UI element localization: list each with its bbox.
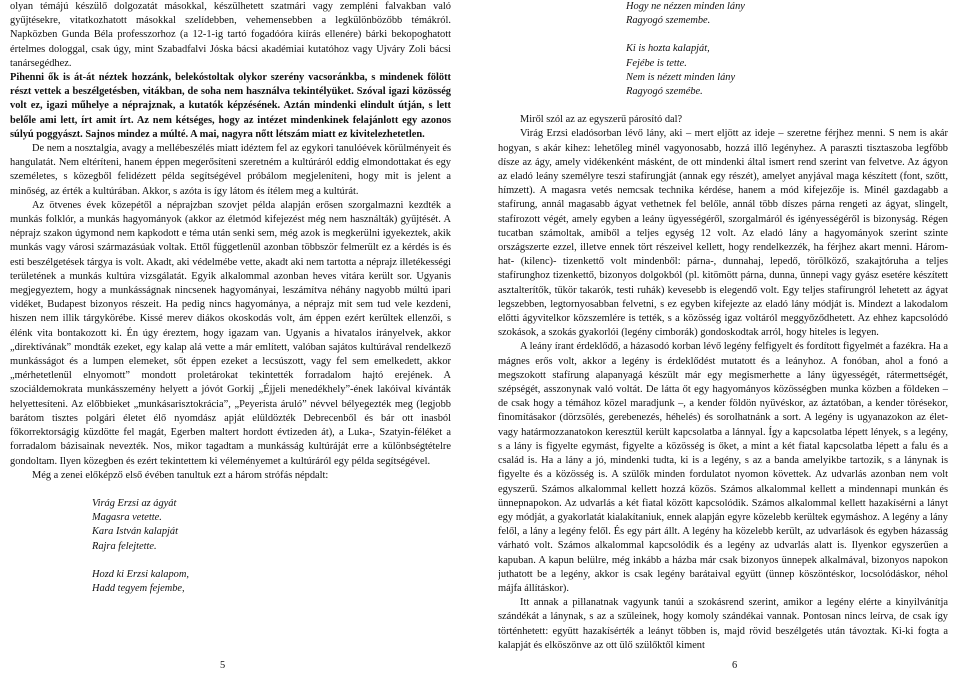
verse-line: Nem is nézett minden lány — [626, 71, 736, 83]
paragraph: A leány írant érdeklődő, a házasodó korban lévő legény felfigyelt és fordított figyelmét a fazékra. Ha a mágnes erős volt, akkor a legény is érdeklődést mutatott és a leányhoz. A fonóban, ahol a fonó a megszokott stafírung alapanyagá készült már egy megismerhette a lány ügyességét, rátermettségét, szépségét, asszonynak való voltát. De látta őt egy hagyományos közösségben munka közben a földeken – de csak hogy a témához közel maradjunk –, a kender földön nyüvéskor, az áztatóban, a kender törésekor, finomításakor (dörzsölés, gerebenezés, héhelés) és sorolhatnánk a sort. A legény is ugyanazokon az élet- vagy határmozzanatokon keresztül került kapcsolatba a lánnyal. Így a kapcsolatba lépett lények, s a legény, s a lány is figyelte egymást, figyelte a közösség is őket, a mint a két fiatal kapcsolatba lépett a falu és a család is. Ha a lány a jó, mindenki tudta, ki is a legény, s az a banda amelyikbe tartozik, s a lánynak is figyelte és a közösség is. A szülők minden fordulatot nyomon követtek. Az udvarlás azonban nem volt egyszerű. Számos alkalommal kellett hozzá közös. Számos alkalommal kellett a mindennapi munkán és ünnepnapokon. Az udvarlás a két fiatal között kapcsolódik. Számos alkalommal kellett hazakísérni a lányt egy módját, a gyakorlatát kialakítaniuk, ennek alapján egyre közelebb kerültek egymáshoz. A legény a lány felől, a lány a legény felől. És egy párt állt. A legény ha közelebb került, az udvarlások és egyben házasság várható volt. Számos alkalommal kapcsolódik és a legény az udvarlás alatt is. Ilyenkor egyszerűen a kapuban. A kapun belülre, még inkább a házba már csak bizonyos ünnepek alkalmával, bizonyos napokon juthatott be a legény, akkor is csak legény barátaival együtt (ünnep köszöntéskor, locsolódáskor, néhol májfa állításkor). — [498, 341, 948, 594]
verse-line: Ragyogó szemembe. — [626, 15, 711, 27]
spacer — [10, 554, 451, 568]
folk-song-stanza-1 — [92, 497, 451, 554]
paragraph: Az ötvenes évek közepétől a néprajzban szovjet példa alapján erősen szorgalmazni kezdték a munkás folklór, a munkás hagyományok (akkor az életmód kifejezést még nem használták) gyűjtését. A néprajz szakon úgymond nem kapkodott e téma után senki sem, még azok is megkerülni igyekeztek, akik munkás vagy városi származásúak voltak. Ettől függetlenül azonban többször felmerült ez a kérdés is és esti beszélgetések tárgya is volt. Akadt, aki védelmébe vette, akadt aki nem tartotta a néprajz illetékességi területének a munkás kultúra vizsgálatát. Egyik alkalommal azonban heves vitára került sor. Ugyanis megjegyeztem, hogy a munkásságnak nincsenek hagyományai, leszámítva néhány nagyobb múltú ipari vidéket, Budapest bizonyos részeit. Ha pedig nincs hagyománya, a néprajz mit sem tud vele kezdeni, hiszen nem illik tárgykörébe. Kissé merev diákos okoskodás volt, ám éppen ezért kerültek ellenzői, s élénk vita bontakozott ki. Én úgy éreztem, hogy igazam van. Ugyanis a hivatalos irányelvek, akkor „direktívának” mondták ezeket, egy kalap alá vette a már említett, valóban sajátos kultúrával rendelkező munkásságot és a lumpen elemeket, sőt éppen ezeket a lecsúszott, vagy fel sem emelkedett, akkor „mérhetetlenül elnyomott” mondott proletárokat tekintették forradalom hajtó erejének. A szociáldemokrata munkásszemény helyett a jóvót Gorkij „Éjjeli menedékhely”-ének lakóival kívánták helyettesíteni. Az előbbieket „munkásarisztokrácia”, „Peyerista áruló” névvel bélyegezték meg (legjobb barátom tisztes polgári életet élő nyomdász apját elüldözték Debrecenből és bár ott inasból főkorrektorságig küzdötte fel magát, Egerben maltert hordott évtizeden át), a Luka-, Szatyin-féléket a forradalom bázisainak nevezték. Nos, mikor tagadtam a munkásság kultúráját erre a különbségtételre gondoltam. Ilyen közegben és ezért tekintettem ki véleményemet a kultúráról egy példa segítségével. — [10, 199, 451, 467]
paragraph: olyan témájú készülő dolgozatát másokkal, készülhetett szatmári vagy zempléni falvakban való gyűjtésekre, vitatkozhatott másokkal szelídebben, vehemensebben a legkülönbözőbb témákról. Napközben Gunda Béla professzorhoz (a 12-1-ig tartó fogadóóra kiírás ellenére) bárki bekopoghatott értelmes dologgal, csak úgy, mint Szabadfalvi Jóska bácsi akadémiai kutatóhoz vagy Ujváry Zoli bácsi tanársegédhez. — [10, 1, 451, 69]
paragraph: Virág Erzsi eladósorban lévő lány, aki – mert eljött az ideje – szeretne férjhez menni. S nem is akár hogyan, s akár kihez: lehetőleg minél vagyonosabb, hozzá illő legényhez. A paraszti tisztaszoba legfőbb dísze az ágy, amely vidékenként másként, de ott mindenki által ismert rend szerint van felvetve. Az ágyon az eladó leány személyre teszi stafírungját (annak egy részét), amelyet anyjával maga készített (font, szőtt, hímzett). A magasra vetés nemcsak technika kérdése, hanem a mód kifejezője is. Minél gazdagabb a stafírung, annál magasabb ágyat vethetnek fel belőle, annál több díszes párna rengeti az ágyat, slingelt, stafírozott végét, amely egyben a leány ügyességéről, szorgalmáról és igényességéről is bizonyság. Régen tucatban számoltak, amiből a teljes egység 12 volt. Az eladó lány a hagyományok szerint szinte országszerte ezzel, illetve ennek tört részeivel kellett, hogy rendelkezzék, ha férjhez akart menni. Három-hat- (kilenc)- tizenkettő volt mindenből: párna-, dunnahaj, lepedő, törölköző, szakajtóruha a teljes stafírunghoz tizenkettő, bizonyos dolgokból (pl. kitömött párna, dunna, ünnepi vagy gyász esetére készített asztalterítők, tükör takarók, testi ruhák) kevesebb is elegendő volt. Egy teljes stafírungról lehetett az ágyat legszebben, legtornyosabban felvetni, s ez egyben kifejezte az eladó lány módját is. Mindezt a lakodalom előtti ágyvitelkor közszemlére is tették, s a közösség igaz voltáról meggyőződhetett. Az ehhez kapcsolódó szokások, a szokás gyakorlói (legény cimborák) gondoskodtak arról, hogy hiteles is legyen. — [498, 128, 948, 339]
spacer — [498, 99, 948, 113]
right-text-column — [498, 0, 948, 662]
verse-line: Hadd tegyem fejembe, — [92, 582, 185, 594]
paragraph: Pihenni ők is át-át néztek hozzánk, belekóstoltak olykor szerény vacsoránkba, s mindenek fölött részt vettek a beszélgetésben, vitákban, de soha nem használva tekintélyüket. Szóval igazi közösség volt ez, igazi műhelye a néprajznak, a kutatók képzésének. Aztán mindenki elindult útján, s lett belőle ami lett, írt amit írt. Az nem kétséges, hogy az intézet mindenkinek felajánlott egy azonos súlyú poggyászt. Sajnos mindez a múlté. A mai, nagyra nőtt létszám miatt ez kivitelezhetetlen. — [10, 72, 451, 140]
paragraph: Még a zenei előképző első évében tanultuk ezt a három strófás népdalt: — [32, 469, 329, 481]
spacer — [498, 28, 948, 42]
right-page — [480, 0, 960, 675]
verse-line: Hogy ne nézzen minden lány — [626, 1, 745, 12]
folk-song-stanza-3 — [626, 42, 948, 99]
paragraph: Miről szól az az egyszerű párosító dal? — [520, 114, 683, 126]
folk-song-stanza-2 — [92, 568, 451, 596]
verse-line: Fejébe is tette. — [626, 57, 687, 69]
folk-song-stanza-2-end — [626, 0, 948, 28]
paragraph: De nem a nosztalgia, avagy a mellébeszélés miatt idéztem fel az egykori tanulóévek körülményeit és hangulatát. Nem eltéríteni, hanem éppen megerősíteni szeretném a kultúráról eddig elmondottakat és egy személetes, s közegből felidézett példa segítségével próbálom megjeleníteni, hogy mit is jelent a minőség, az érték a kultúrában. Akkor, s azóta is így látom és ítélem meg a kultúrát. — [10, 143, 451, 197]
left-text-column — [10, 0, 451, 662]
spacer — [10, 483, 451, 497]
paragraph: Itt annak a pillanatnak vagyunk tanúi a szokásrend szerint, amikor a legény elérte a kinyilvánítja szándékát a lánynak, s az a szüleinek, hogy komoly szándékai vannak. Pontosan nincs leírva, de csak így történhetett: együtt hazakísérték a leányt többen is, majd rövid beszélgetés után távoztak. Ki-ki fogta a kalapját és elköszönve az ott ülő szülőktől kiment — [498, 597, 948, 651]
verse-line: Hozd ki Erzsi kalapom, — [92, 568, 189, 580]
page-number: 5 — [220, 660, 226, 671]
verse-line: Rajra felejtette. — [92, 540, 157, 552]
verse-line: Ragyogó szemébe. — [626, 86, 703, 98]
verse-line: Virág Erzsi az ágyát — [92, 497, 177, 509]
verse-line: Ki is hozta kalapját, — [626, 43, 710, 55]
page-number: 6 — [732, 660, 738, 671]
verse-line: Magasra vetette. — [92, 512, 162, 524]
verse-line: Kara István kalapját — [92, 526, 179, 538]
